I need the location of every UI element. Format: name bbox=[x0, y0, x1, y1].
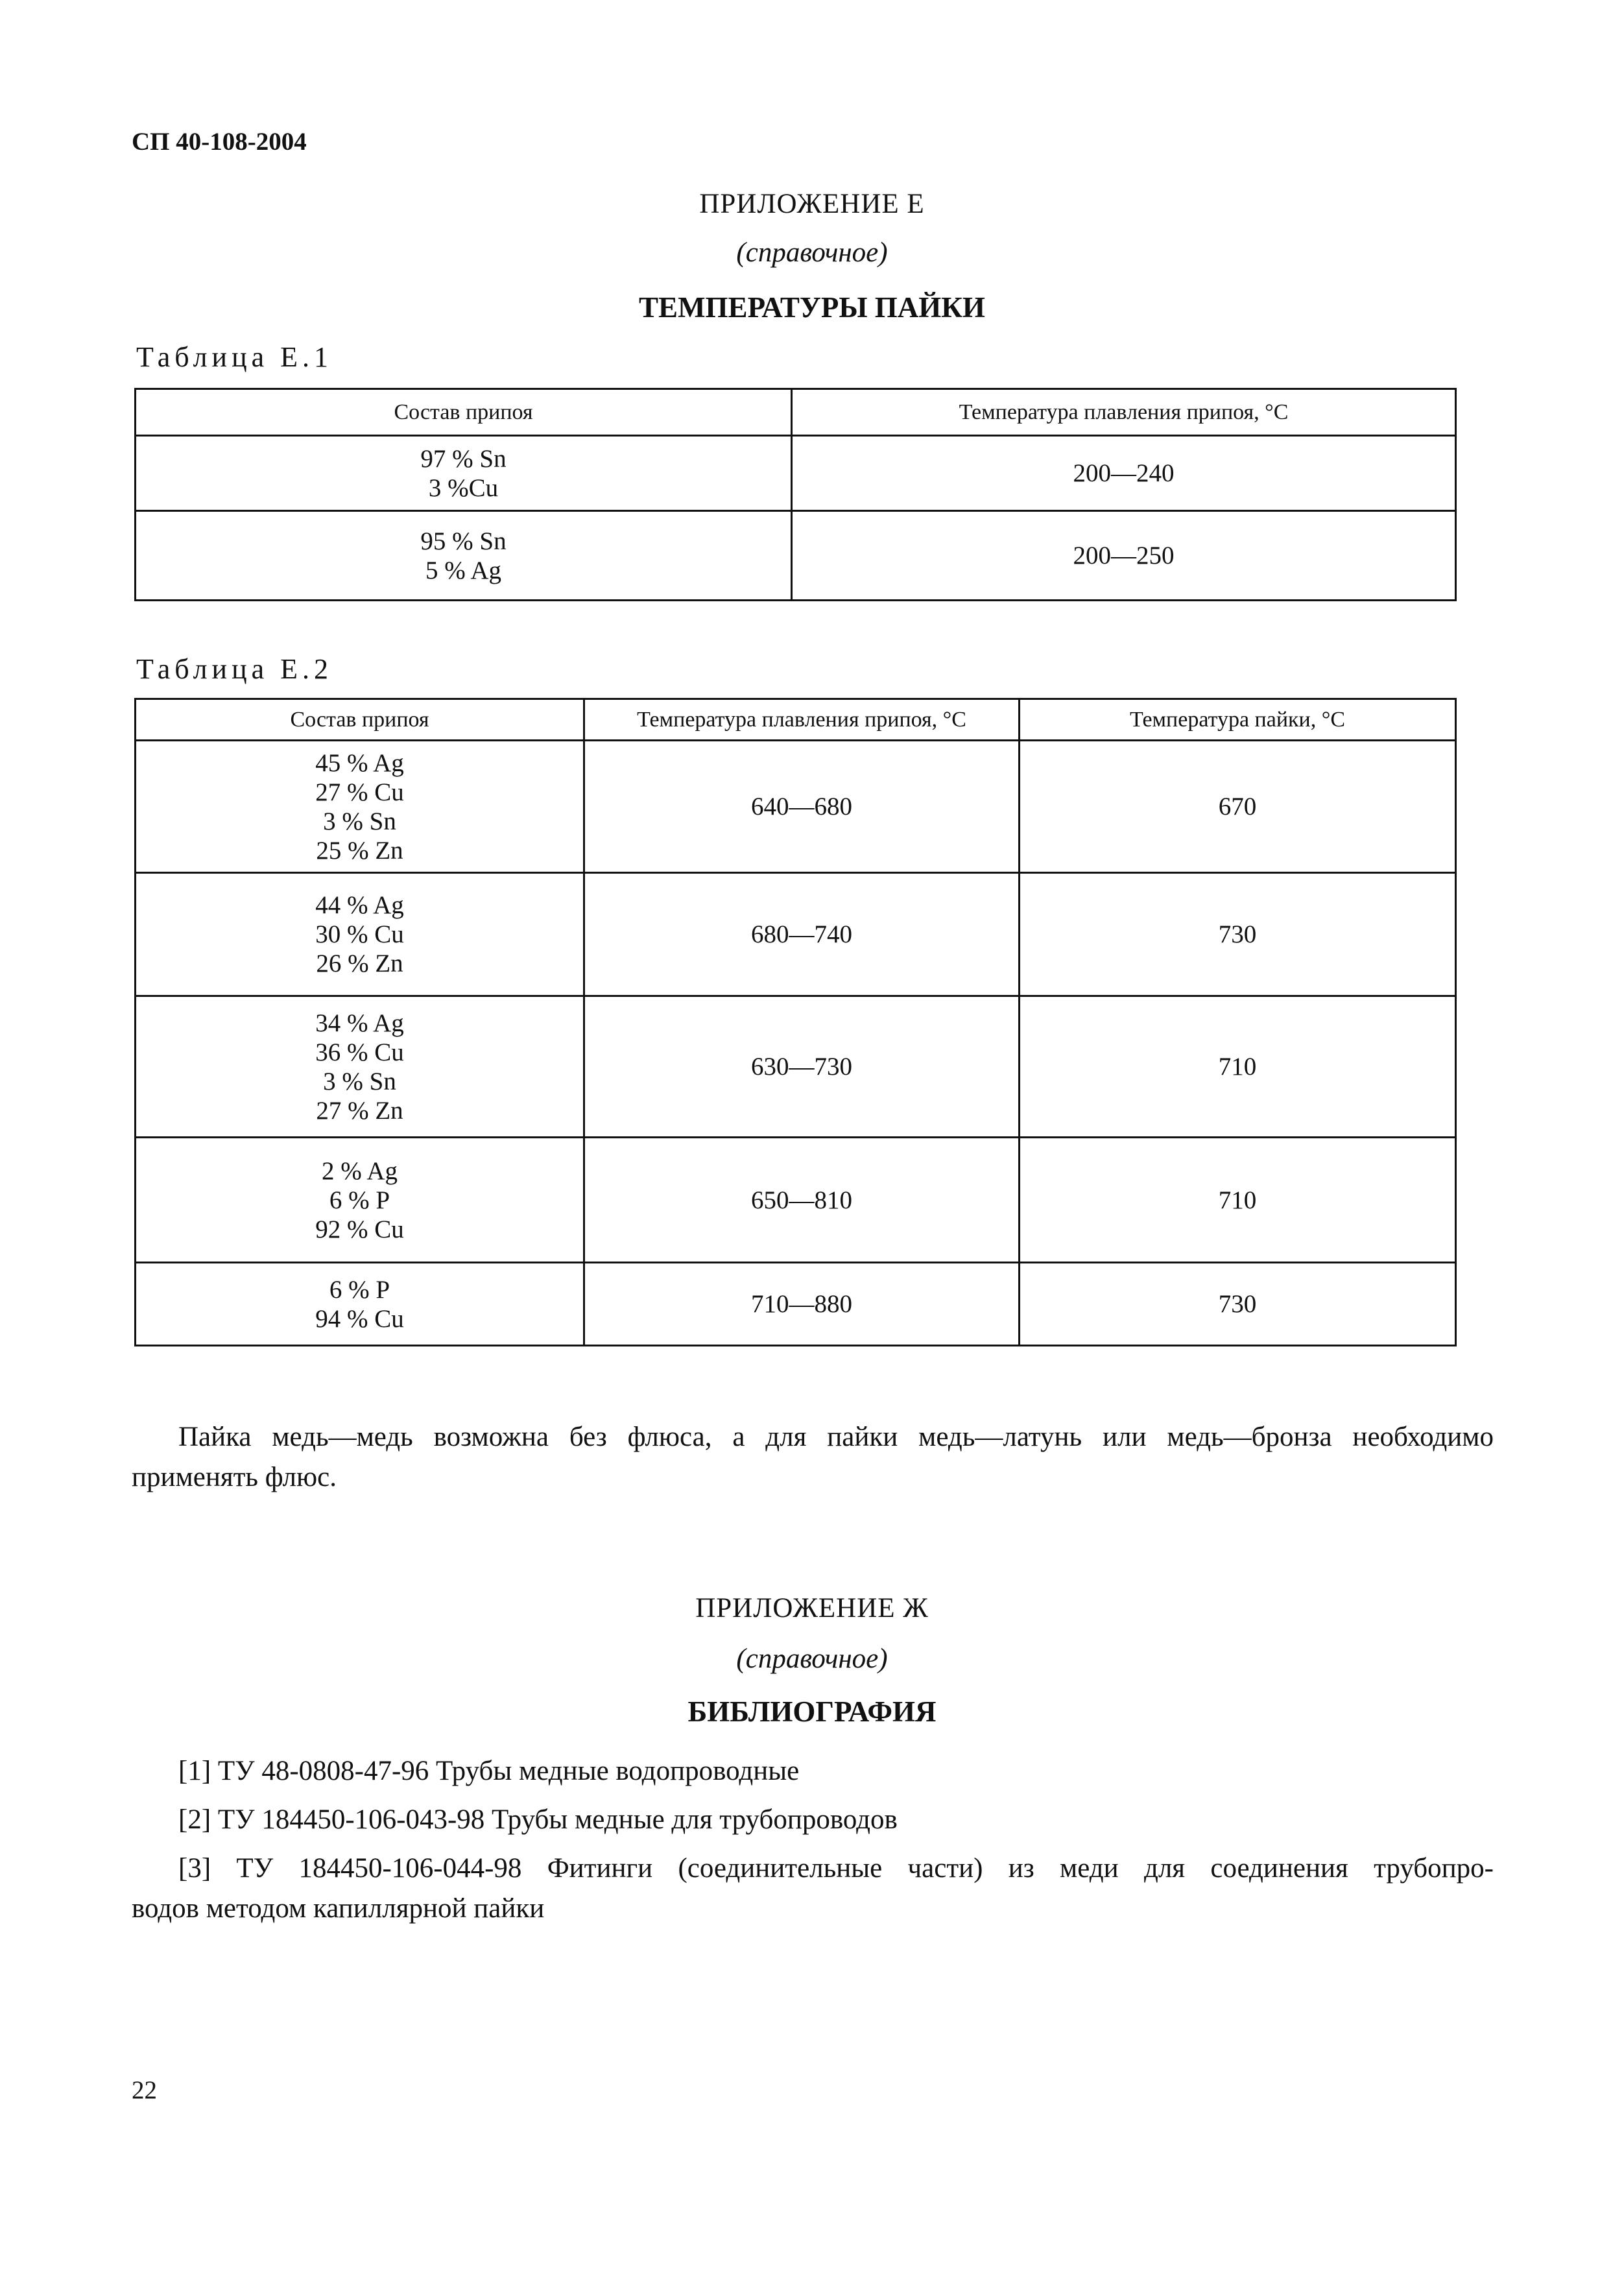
composition-line: 5 % Ag bbox=[425, 556, 501, 584]
composition-cell bbox=[136, 741, 584, 873]
table-row bbox=[136, 1138, 1456, 1263]
column-header: Температура пайки, °С bbox=[1020, 699, 1456, 741]
composition-line: 25 % Zn bbox=[316, 836, 403, 865]
table-e1 bbox=[134, 388, 1457, 601]
melting-cell: 680—740 bbox=[584, 873, 1020, 996]
table-row bbox=[136, 873, 1456, 996]
paragraph-line: Пайка медь—медь возможна без флюса, а для пайки медь—латунь или медь—бронза необходимо bbox=[178, 1422, 1494, 1452]
composition-cell bbox=[136, 436, 792, 511]
composition-line: 6 % P bbox=[329, 1275, 390, 1304]
table-row bbox=[136, 436, 1456, 511]
brazing-cell: 730 bbox=[1020, 873, 1456, 996]
composition-line: 36 % Cu bbox=[315, 1038, 404, 1066]
table-row bbox=[136, 996, 1456, 1138]
composition-line: 3 % Sn bbox=[323, 807, 396, 835]
bibliography-line: [2] ТУ 184450-106-043-98 Трубы медные для трубопроводов bbox=[178, 1804, 898, 1835]
composition-line: 34 % Ag bbox=[315, 1009, 404, 1037]
bibliography-item bbox=[132, 1751, 1494, 1791]
document-code: СП 40-108-2004 bbox=[132, 128, 307, 156]
column-header: Температура плавления припоя, °С bbox=[584, 699, 1020, 741]
bibliography-item bbox=[132, 1848, 1494, 1929]
brazing-cell: 730 bbox=[1020, 1263, 1456, 1346]
table-row bbox=[136, 1263, 1456, 1346]
composition-cell bbox=[136, 996, 584, 1138]
table-row bbox=[136, 511, 1456, 601]
composition-cell bbox=[136, 1138, 584, 1263]
brazing-cell: 710 bbox=[1020, 1138, 1456, 1263]
table-row bbox=[136, 741, 1456, 873]
table-header-row bbox=[136, 699, 1456, 741]
composition-cell bbox=[136, 1263, 584, 1346]
composition-line: 2 % Ag bbox=[322, 1156, 398, 1185]
page-number: 22 bbox=[132, 2076, 157, 2104]
table-e1-caption: Таблица Е.1 bbox=[136, 341, 333, 373]
bibliography-line: водов методом капиллярной пайки bbox=[132, 1893, 545, 1924]
composition-line: 6 % P bbox=[329, 1186, 390, 1214]
composition-line: 30 % Cu bbox=[315, 920, 404, 948]
appendix-e-heading: ТЕМПЕРАТУРЫ ПАЙКИ bbox=[639, 291, 985, 324]
column-header: Состав припоя bbox=[136, 389, 792, 436]
bibliography-line: [3] ТУ 184450-106-044-98 Фитинги (соединительные части) из меди для соединения трубопро- bbox=[178, 1853, 1494, 1884]
table-e2-caption: Таблица Е.2 bbox=[136, 653, 333, 685]
melting-cell: 630—730 bbox=[584, 996, 1020, 1138]
table-e2 bbox=[134, 698, 1457, 1346]
appendix-e-note: (справочное) bbox=[736, 237, 888, 268]
melting-cell: 200—250 bbox=[792, 511, 1456, 601]
composition-line: 97 % Sn bbox=[420, 444, 507, 473]
bibliography-item bbox=[132, 1800, 1494, 1840]
composition-line: 94 % Cu bbox=[315, 1304, 404, 1333]
composition-line: 45 % Ag bbox=[315, 748, 404, 777]
composition-line: 3 % Sn bbox=[323, 1067, 396, 1095]
composition-cell bbox=[136, 511, 792, 601]
column-header: Температура плавления припоя, °С bbox=[792, 389, 1456, 436]
melting-cell: 710—880 bbox=[584, 1263, 1020, 1346]
composition-line: 92 % Cu bbox=[315, 1215, 404, 1243]
composition-cell bbox=[136, 873, 584, 996]
note-paragraph bbox=[132, 1417, 1494, 1498]
bibliography-line: [1] ТУ 48-0808-47-96 Трубы медные водопроводные bbox=[178, 1756, 800, 1786]
composition-line: 3 %Cu bbox=[428, 473, 499, 502]
composition-line: 44 % Ag bbox=[315, 891, 404, 919]
appendix-e-title: ПРИЛОЖЕНИЕ Е bbox=[699, 189, 925, 219]
table-header-row bbox=[136, 389, 1456, 436]
composition-line: 26 % Zn bbox=[316, 950, 403, 977]
melting-cell: 640—680 bbox=[584, 741, 1020, 873]
composition-line: 95 % Sn bbox=[420, 527, 507, 555]
column-header: Состав припоя bbox=[136, 699, 584, 741]
composition-line: 27 % Zn bbox=[316, 1096, 403, 1125]
melting-cell: 200—240 bbox=[792, 436, 1456, 511]
composition-line: 27 % Cu bbox=[315, 778, 404, 806]
appendix-zh-note: (справочное) bbox=[736, 1644, 888, 1674]
appendix-zh-title: ПРИЛОЖЕНИЕ Ж bbox=[695, 1593, 929, 1623]
appendix-zh-heading: БИБЛИОГРАФИЯ bbox=[687, 1695, 937, 1728]
brazing-cell: 670 bbox=[1020, 741, 1456, 873]
brazing-cell: 710 bbox=[1020, 996, 1456, 1138]
melting-cell: 650—810 bbox=[584, 1138, 1020, 1263]
paragraph-line: применять флюс. bbox=[132, 1462, 337, 1492]
